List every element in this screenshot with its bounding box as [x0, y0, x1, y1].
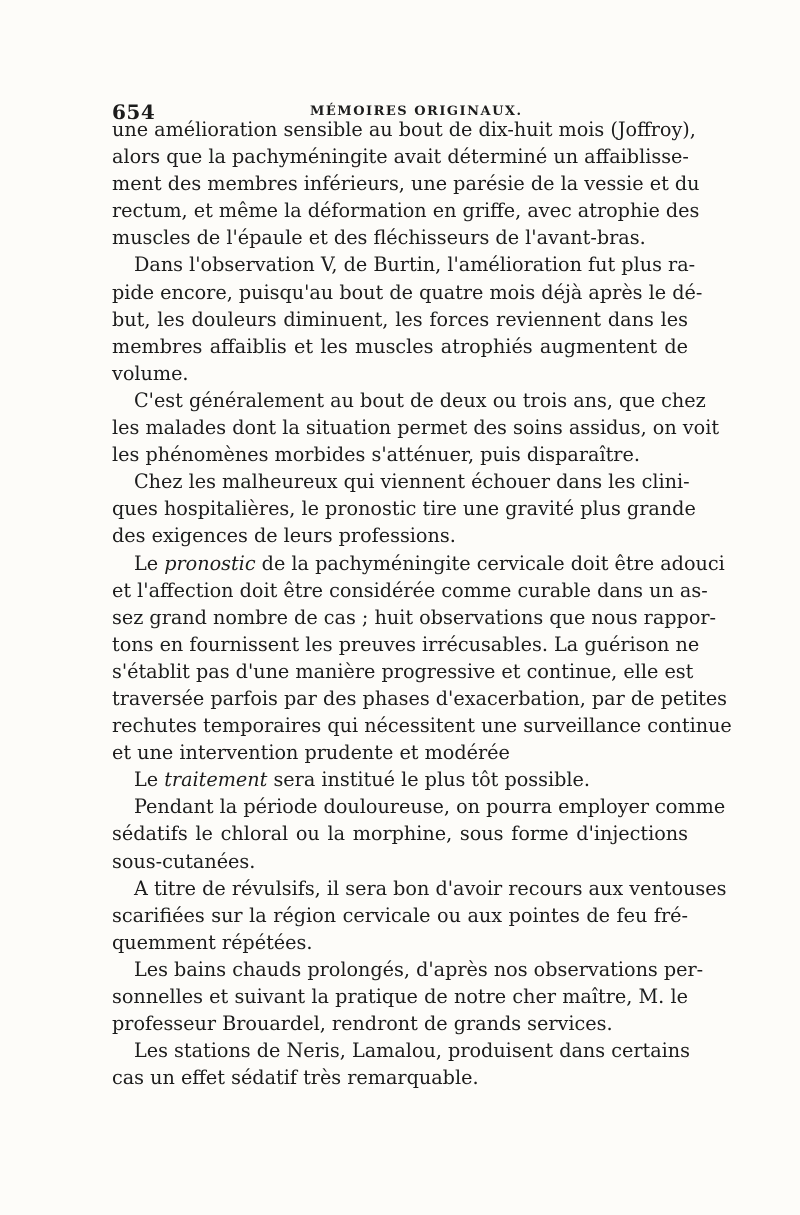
page-number: 654: [112, 100, 156, 124]
text-line: les phénomènes morbides s'atténuer, puis disparaître.: [112, 443, 640, 467]
text-line: une amélioration sensible au bout de dix-huit mois (Joffroy),: [112, 118, 696, 141]
text-line: Les stations de Neris, Lamalou, produisent dans certains: [134, 1039, 690, 1063]
text-line: sez grand nombre de cas ; huit observations que nous rappor-: [112, 605, 717, 629]
paragraph: [112, 251, 703, 386]
text-line: rechutes temporaires qui nécessitent une surveillance continue: [112, 714, 732, 738]
paragraph: [112, 956, 704, 1037]
text-line: s'établit pas d'une manière progressive et continue, elle est: [112, 659, 694, 683]
body-text: [112, 116, 732, 1091]
text-line: sous-cutanées.: [112, 849, 256, 873]
paragraph: [112, 468, 696, 549]
text-line: sonnelles et suivant la pratique de notre cher maître, M. le: [112, 985, 688, 1008]
paragraph: [112, 116, 700, 251]
text-line: A titre de révulsifs, il sera bon d'avoir recours aux ventouses: [134, 876, 727, 900]
text-line: et une intervention prudente et modérée: [112, 741, 510, 765]
text-line: Le pronostic de la pachyméningite cervicale doit être adouci: [134, 551, 725, 575]
text-line: quemment répétées.: [112, 930, 313, 954]
text-line: pide encore, puisqu'au bout de quatre mois déjà après le dé-: [112, 280, 703, 304]
text-line: des exigences de leurs professions.: [112, 524, 456, 548]
text-line: ques hospitalières, le pronostic tire une gravité plus grande: [112, 497, 696, 521]
text-line: volume.: [112, 361, 189, 385]
text-line: tons en fournissent les preuves irrécusables. La guérison ne: [112, 632, 700, 656]
text-line: sédatifs le chloral ou la morphine, sous forme d'injections: [112, 822, 688, 846]
running-head: MÉMOIRES ORIGINAUX.: [310, 104, 523, 119]
text-line: muscles de l'épaule et des fléchisseurs de l'avant-bras.: [112, 226, 646, 250]
paragraph: [112, 550, 732, 767]
paragraph: [112, 793, 726, 874]
text-line: alors que la pachyméningite avait déterminé un affaiblisse-: [112, 145, 689, 169]
text-line: scarifiées sur la région cervicale ou aux pointes de feu fré-: [112, 903, 688, 927]
paragraph: [112, 875, 727, 956]
text-line: C'est généralement au bout de deux ou trois ans, que chez: [134, 388, 706, 412]
text-line: Les bains chauds prolongés, d'après nos observations per-: [134, 957, 704, 981]
emphasis: traitement: [164, 768, 268, 792]
text-line: traversée parfois par des phases d'exacerbation, par de petites: [112, 686, 728, 710]
text-line: rectum, et même la déformation en griffe, avec atrophie des: [112, 199, 700, 223]
text-line: ment des membres inférieurs, une parésie de la vessie et du: [112, 172, 700, 196]
text-line: Le traitement sera institué le plus tôt possible.: [134, 768, 591, 792]
text-line: Pendant la période douloureuse, on pourra employer comme: [134, 795, 726, 819]
emphasis: pronostic: [164, 551, 256, 575]
paragraph: [112, 1037, 688, 1091]
paragraph: [112, 387, 720, 468]
text-line: but, les douleurs diminuent, les forces reviennent dans les: [112, 307, 688, 331]
paragraph: [112, 766, 688, 793]
text-line: membres affaiblis et les muscles atrophiés augmentent de: [112, 334, 688, 358]
text-line: Dans l'observation V, de Burtin, l'amélioration fut plus ra-: [134, 253, 696, 277]
text-line: les malades dont la situation permet des soins assidus, on voit: [112, 416, 720, 440]
text-line: professeur Brouardel, rendront de grands services.: [112, 1012, 613, 1036]
text-line: Chez les malheureux qui viennent échouer dans les clini-: [134, 470, 690, 494]
text-line: cas un effet sédatif très remarquable.: [112, 1066, 479, 1090]
text-line: et l'affection doit être considérée comme curable dans un as-: [112, 578, 708, 602]
